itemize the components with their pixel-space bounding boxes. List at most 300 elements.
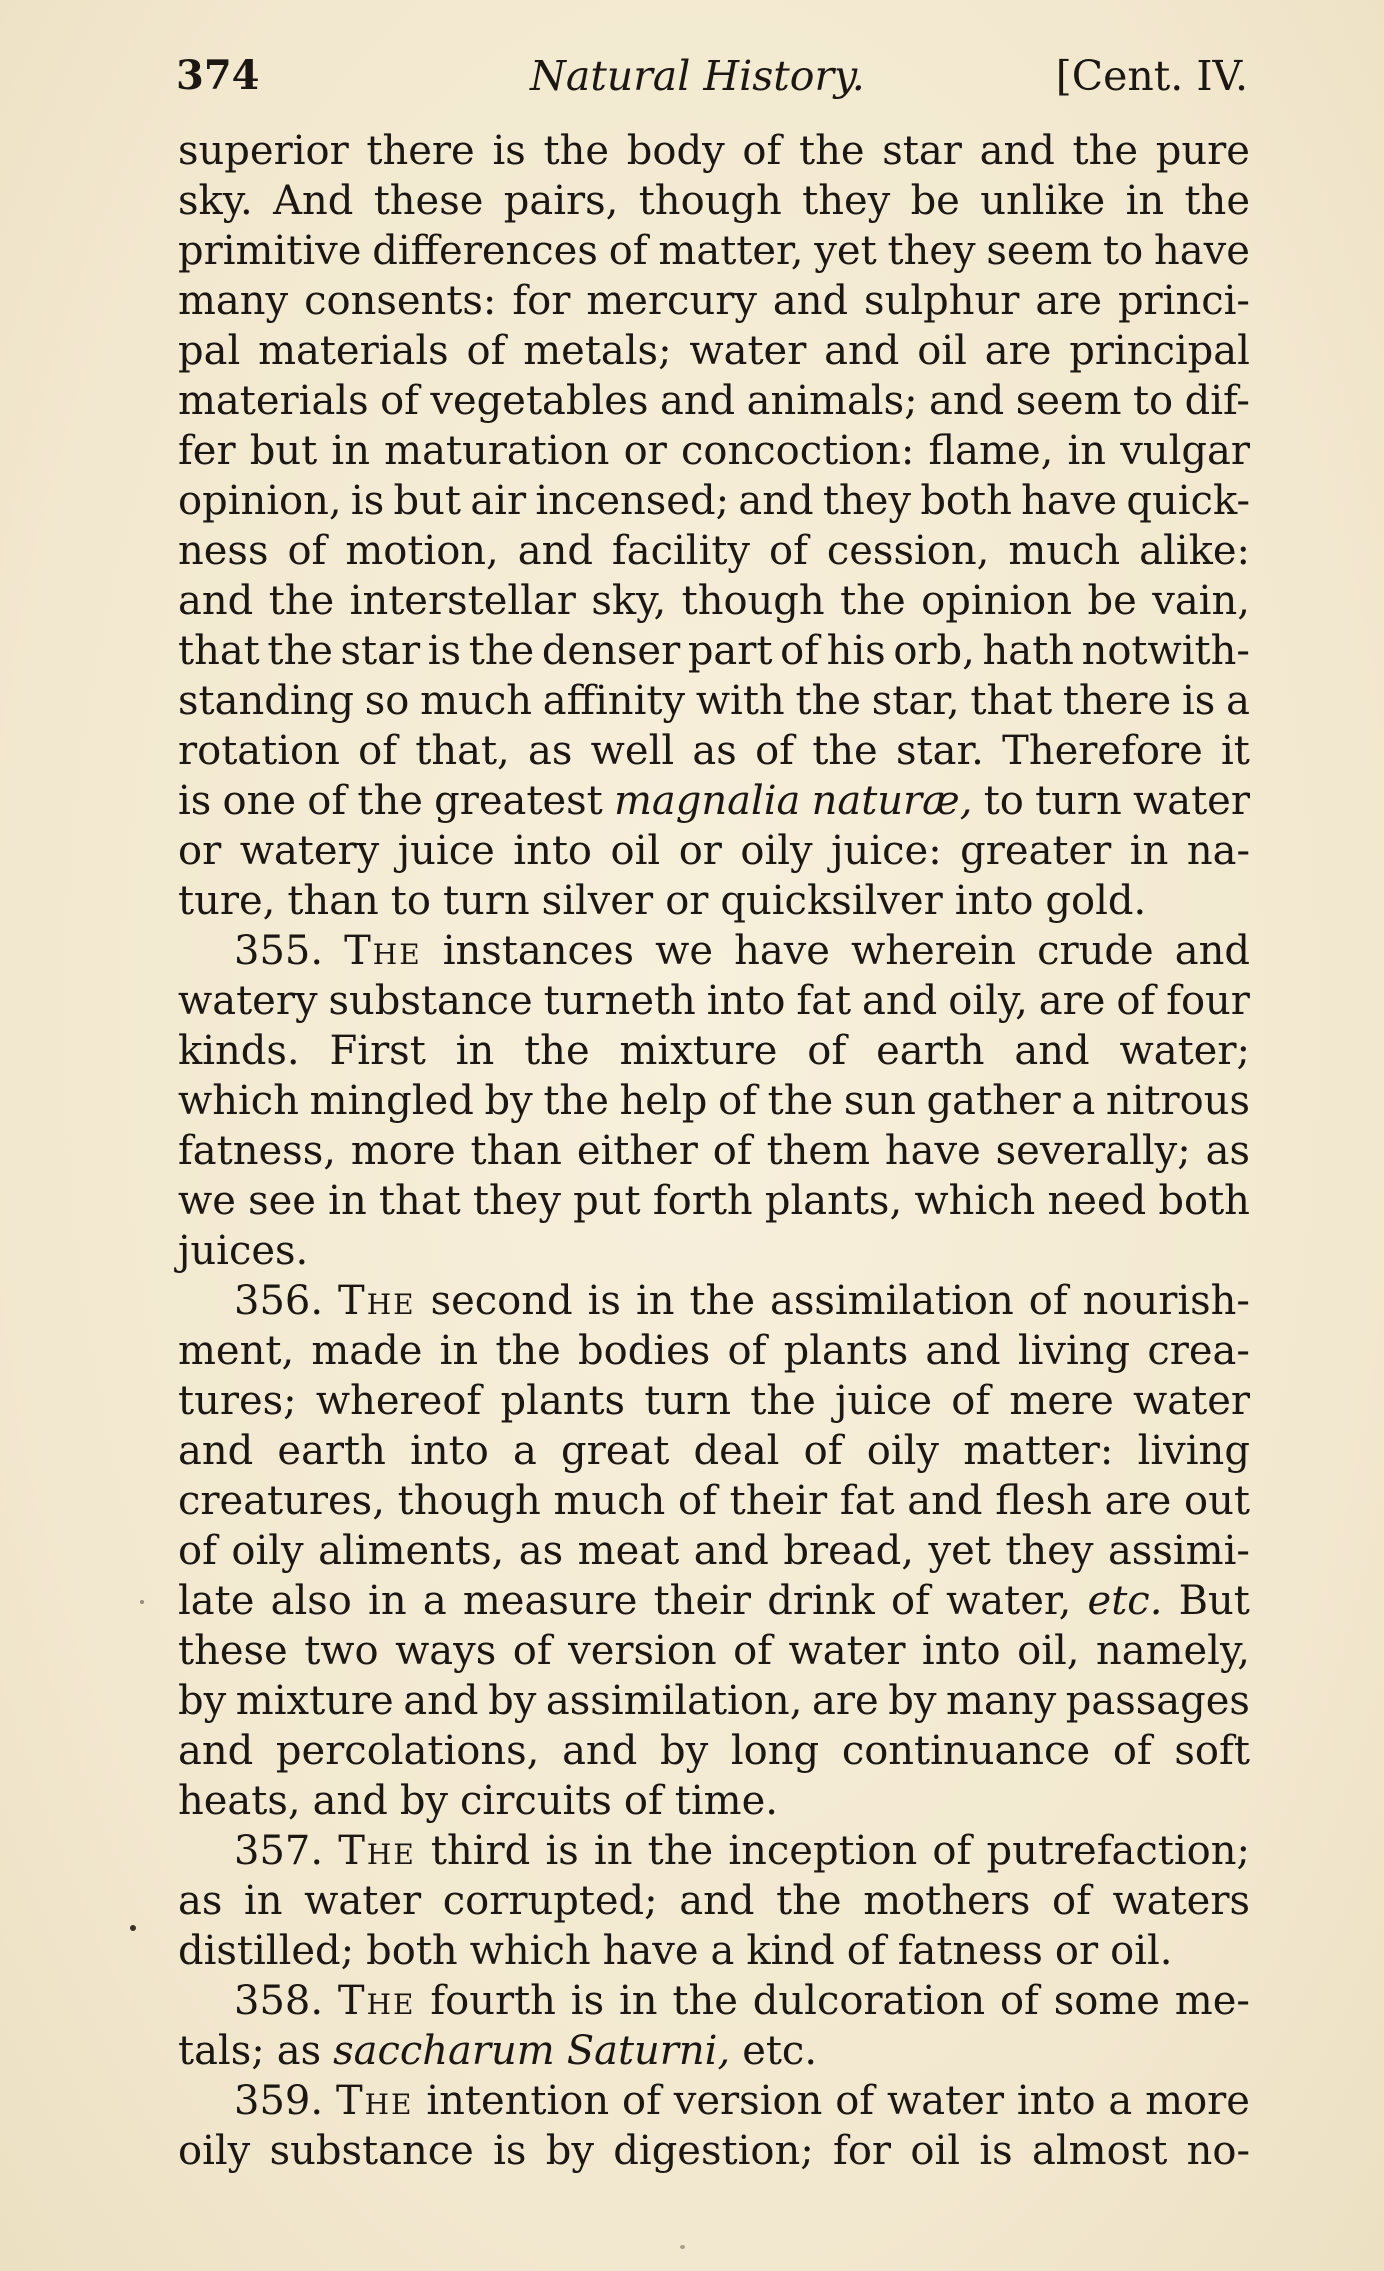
word: water — [788, 1628, 906, 1674]
word: of — [466, 328, 506, 374]
word: vegetables — [430, 378, 649, 424]
word: a — [512, 1428, 537, 1474]
word: 359. — [234, 2078, 324, 2124]
word: oily — [740, 828, 813, 874]
word: principal — [1069, 328, 1250, 374]
word: oil. — [1110, 1928, 1173, 1974]
word: in — [635, 1278, 675, 1324]
word: mixture — [619, 1028, 778, 1074]
word: standing — [178, 678, 354, 724]
word: they — [887, 228, 976, 274]
word: star — [882, 128, 962, 174]
word: into — [921, 1628, 1001, 1674]
word: forth — [652, 1178, 753, 1224]
word: ness — [178, 528, 269, 574]
word: and — [1174, 928, 1250, 974]
word: sky, — [591, 578, 667, 624]
word: opinion — [921, 578, 1073, 624]
word: that — [178, 628, 260, 674]
word: these — [178, 1628, 288, 1674]
word: corrupted; — [442, 1878, 658, 1924]
text-line — [178, 426, 1250, 476]
word: 356. — [234, 1278, 324, 1324]
word: long — [730, 1728, 820, 1774]
word: waters — [1112, 1878, 1250, 1924]
word: for — [512, 278, 571, 324]
word: for — [833, 2128, 892, 2174]
word: distilled; — [178, 1928, 355, 1974]
word: oily — [866, 1428, 939, 1474]
word: rotation — [178, 728, 340, 774]
word: and — [907, 1478, 983, 1524]
word: and — [403, 1678, 479, 1724]
word: into — [513, 828, 593, 874]
word: nitrous — [1105, 1078, 1250, 1124]
word: a — [422, 1578, 447, 1624]
word: time. — [674, 1778, 778, 1824]
word: of — [622, 2078, 661, 2124]
text-line — [178, 1276, 1250, 1326]
word: of — [999, 1978, 1039, 2024]
text-line — [178, 2126, 1250, 2176]
text-line — [178, 276, 1250, 326]
body-text — [178, 126, 1250, 2176]
word: both — [920, 478, 1012, 524]
word: the — [524, 1028, 590, 1074]
word: the — [812, 728, 878, 774]
word: so — [364, 678, 410, 724]
word: and — [738, 478, 814, 524]
word: much — [1008, 528, 1121, 574]
word: fatness, — [178, 1128, 336, 1174]
word: hath — [982, 628, 1074, 674]
word: of — [1028, 1278, 1068, 1324]
word: aliments, — [318, 1528, 505, 1574]
word: and — [693, 1528, 769, 1574]
word: fer — [178, 428, 236, 474]
word: circuits — [460, 1778, 612, 1824]
speck — [140, 1600, 144, 1604]
word: of — [1051, 1878, 1091, 1924]
word: measure — [462, 1578, 638, 1624]
small-caps-word: The — [338, 1278, 416, 1324]
word: substance — [269, 2128, 474, 2174]
word: by — [888, 1678, 937, 1724]
text-line — [178, 1326, 1250, 1376]
word: gather — [926, 1078, 1061, 1124]
word: soft — [1174, 1728, 1250, 1774]
word: of — [755, 728, 794, 774]
word: percolations, — [275, 1728, 540, 1774]
word: of — [846, 1928, 886, 1974]
word: kind — [746, 1928, 835, 1974]
text-line — [178, 376, 1250, 426]
word: as — [528, 728, 573, 774]
word: unlike — [980, 178, 1106, 224]
word: well — [590, 728, 675, 774]
text-line — [178, 176, 1250, 226]
word: or — [678, 828, 722, 874]
word: both — [1158, 1178, 1250, 1224]
word: and — [178, 578, 254, 624]
word: gold. — [1045, 878, 1147, 924]
word: the — [750, 1378, 816, 1424]
word: more — [1145, 2078, 1250, 2124]
word: interstellar — [349, 578, 576, 624]
text-line — [178, 1976, 1250, 2026]
word: putrefaction; — [986, 1828, 1250, 1874]
word: assimilation, — [545, 1678, 803, 1724]
word: of — [678, 1478, 717, 1524]
word: and — [929, 378, 1005, 424]
word: that — [378, 1178, 461, 1224]
word: the — [1072, 128, 1139, 174]
word: 358. — [234, 1978, 324, 2024]
word: materials — [258, 328, 449, 374]
text-line — [178, 676, 1250, 726]
word: heats, — [178, 1778, 301, 1824]
word: matter, — [658, 228, 804, 274]
word: turn — [442, 878, 530, 924]
word: as — [178, 1878, 223, 1924]
word: namely, — [1095, 1628, 1250, 1674]
text-line — [178, 1576, 1250, 1626]
word: consents: — [304, 278, 497, 324]
word: motion, — [345, 528, 499, 574]
word: put — [573, 1178, 641, 1224]
word: help — [619, 1078, 708, 1124]
word: the — [1184, 178, 1250, 224]
word: no- — [1186, 2128, 1250, 2174]
word: meat — [577, 1528, 680, 1574]
word: almost — [1032, 2128, 1168, 2174]
word: sky. — [178, 178, 253, 224]
word: we — [655, 928, 714, 974]
word: in — [618, 1978, 658, 2024]
word: turn — [644, 1378, 732, 1424]
word: to — [983, 778, 1024, 824]
word: oil — [917, 328, 967, 374]
word: be — [1087, 578, 1137, 624]
word: living — [1137, 1428, 1250, 1474]
word: ture, — [178, 878, 276, 924]
word: is — [350, 478, 385, 524]
word: by — [484, 1078, 533, 1124]
word: materials — [178, 378, 369, 424]
text-line — [178, 1626, 1250, 1676]
word: creatures, — [178, 1478, 385, 1524]
word: more — [350, 1128, 456, 1174]
speck — [130, 1925, 136, 1931]
word: by — [399, 1778, 449, 1824]
word: nourish- — [1082, 1278, 1250, 1324]
word: of — [712, 1128, 752, 1174]
word: of — [807, 1028, 847, 1074]
word: juices. — [178, 1228, 309, 1274]
text-line — [178, 1176, 1250, 1226]
word: many — [946, 1678, 1057, 1724]
italic-word: saccharum — [333, 2028, 555, 2074]
text-line — [178, 1426, 1250, 1476]
text-line — [178, 1226, 1250, 1276]
speck — [680, 2245, 685, 2249]
word: are — [1035, 278, 1102, 324]
word: in — [1067, 428, 1107, 474]
word: the — [357, 778, 423, 824]
text-line — [178, 1776, 1250, 1826]
word: there — [366, 128, 475, 174]
word: of — [742, 128, 782, 174]
word: of — [380, 378, 419, 424]
word: air — [470, 478, 527, 524]
word: the — [767, 1078, 834, 1124]
word: earth — [876, 1028, 985, 1074]
word: concoction: — [680, 428, 915, 474]
word: by — [545, 2128, 594, 2174]
word: assimi- — [1107, 1528, 1250, 1574]
word: kinds. — [178, 1028, 300, 1074]
word: though — [638, 178, 782, 224]
word: me- — [1174, 1978, 1250, 2024]
word: affinity — [542, 678, 686, 724]
word: denser — [541, 628, 681, 674]
word: be — [910, 178, 960, 224]
word: flame, — [928, 428, 1054, 474]
word: are — [1104, 1478, 1172, 1524]
word: late — [178, 1578, 255, 1624]
text-line — [178, 326, 1250, 376]
page-number: 374 — [176, 52, 260, 99]
word: vain, — [1152, 578, 1250, 624]
word: their — [653, 1578, 752, 1624]
word: many — [178, 278, 289, 324]
word: vulgar — [1120, 428, 1250, 474]
word: severally; — [995, 1128, 1191, 1174]
word: the — [468, 628, 535, 674]
word: bread, — [783, 1528, 914, 1574]
text-line — [178, 1676, 1250, 1726]
word: the — [267, 628, 333, 674]
word: or — [178, 828, 222, 874]
word: is — [570, 1978, 605, 2024]
word: bodies — [578, 1328, 711, 1374]
word: as — [276, 2028, 322, 2074]
text-line — [178, 926, 1250, 976]
word: juice: — [831, 828, 942, 874]
italic-word: Saturni, — [566, 2028, 731, 2074]
word: tures; — [178, 1378, 297, 1424]
word: and — [562, 1728, 638, 1774]
word: etc. — [742, 2028, 818, 2074]
word: 357. — [234, 1828, 324, 1874]
word: they — [822, 478, 912, 524]
text-line — [178, 2076, 1250, 2126]
word: or — [623, 428, 667, 474]
word: pal — [178, 328, 241, 374]
word: in — [455, 1028, 495, 1074]
word: need — [1047, 1178, 1147, 1224]
word: of — [287, 528, 327, 574]
word: these — [373, 178, 484, 224]
word: into — [954, 878, 1034, 924]
word: are — [984, 328, 1052, 374]
text-line — [178, 976, 1250, 1026]
word: in — [331, 428, 370, 474]
word: is — [979, 2128, 1013, 2174]
word: by — [659, 1728, 709, 1774]
word: mercury — [586, 278, 757, 324]
word: version — [673, 2078, 823, 2124]
small-caps-word: The — [338, 1828, 416, 1874]
word: which — [469, 1928, 591, 1974]
word: the — [795, 678, 861, 724]
word: ways — [395, 1628, 497, 1674]
word: incensed; — [535, 478, 730, 524]
word: a — [1071, 1078, 1096, 1124]
word: great — [561, 1428, 670, 1474]
small-caps-word: The — [344, 928, 422, 974]
word: and — [178, 1428, 254, 1474]
italic-word: magnalia — [613, 778, 801, 824]
word: of — [803, 1428, 843, 1474]
word: in — [593, 1828, 633, 1874]
text-line — [178, 1926, 1250, 1976]
word: oily, — [948, 978, 1028, 1024]
section-label: [Cent. IV. — [1055, 52, 1248, 100]
word: both — [366, 1928, 458, 1974]
word: much — [420, 678, 532, 724]
word: turn — [1035, 778, 1122, 824]
word: greater — [960, 828, 1112, 874]
word: a — [1108, 2078, 1133, 2124]
word: water, — [946, 1578, 1072, 1624]
word: the — [647, 1828, 714, 1874]
text-line — [178, 526, 1250, 576]
word: the — [799, 128, 865, 174]
word: water — [1133, 1378, 1250, 1424]
word: oil — [910, 2128, 961, 2174]
word: which — [914, 1178, 1036, 1224]
word: primitive — [178, 228, 362, 274]
word: in — [1129, 828, 1169, 874]
word: mothers — [863, 1878, 1031, 1924]
word: yet — [928, 1528, 991, 1574]
word: inception — [728, 1828, 918, 1874]
word: of — [727, 1328, 767, 1374]
word: of — [780, 628, 819, 674]
word: third — [430, 1828, 531, 1874]
word: metals; — [523, 328, 672, 374]
word: watery — [239, 828, 380, 874]
word: wherein — [851, 928, 1017, 974]
word: and — [862, 978, 938, 1024]
word: much — [553, 1478, 666, 1524]
word: plants — [500, 1378, 626, 1424]
word: living — [1017, 1328, 1131, 1374]
word: two — [304, 1628, 379, 1674]
word: fatness — [897, 1928, 1043, 1974]
word: that, — [415, 728, 510, 774]
word: to — [390, 878, 431, 924]
word: the — [689, 1278, 755, 1324]
word: ment, — [178, 1328, 295, 1374]
word: we — [178, 1178, 236, 1224]
word: into — [1016, 2078, 1096, 2124]
word: quick- — [1126, 478, 1250, 524]
word: made — [311, 1328, 423, 1374]
word: mixture — [235, 1678, 394, 1724]
word: see — [248, 1178, 316, 1224]
word: opinion, — [178, 478, 342, 524]
word: drink — [767, 1578, 875, 1624]
word: them — [766, 1128, 870, 1174]
word: some — [1053, 1978, 1160, 2024]
word: matter: — [963, 1428, 1114, 1474]
word: as — [692, 728, 737, 774]
word: is — [587, 1278, 621, 1324]
word: in — [1125, 178, 1165, 224]
word: orb, — [893, 628, 975, 674]
word: continuance — [841, 1728, 1091, 1774]
word: a — [710, 1928, 735, 1974]
word: whereof — [315, 1378, 482, 1424]
word: plants — [783, 1328, 909, 1374]
word: also — [270, 1578, 352, 1624]
word: oily — [231, 1528, 304, 1574]
word: of — [358, 728, 397, 774]
italic-word: etc. — [1087, 1578, 1163, 1624]
word: one — [222, 778, 297, 824]
word: passages — [1065, 1678, 1250, 1724]
word: the — [543, 1078, 609, 1124]
word: by — [178, 1678, 227, 1724]
text-line — [178, 726, 1250, 776]
text-line — [178, 476, 1250, 526]
word: have — [602, 1928, 699, 1974]
word: body — [626, 128, 725, 174]
word: crude — [1037, 928, 1154, 974]
word: fat — [839, 1478, 895, 1524]
word: is — [492, 128, 526, 174]
word: sulphur — [864, 278, 1020, 324]
text-line — [178, 576, 1250, 626]
word: water — [1133, 778, 1250, 824]
word: pure — [1155, 128, 1250, 174]
word: notwith- — [1081, 628, 1250, 674]
text-line — [178, 626, 1250, 676]
word: have — [884, 1128, 981, 1174]
word: And — [273, 178, 354, 224]
word: of — [769, 528, 808, 574]
word: of — [932, 1828, 972, 1874]
italic-word: naturæ, — [811, 778, 973, 824]
word: earth — [277, 1428, 386, 1474]
word: but — [393, 478, 461, 524]
word: they — [472, 1178, 561, 1224]
word: is — [493, 2128, 527, 2174]
word: of — [608, 228, 648, 274]
word: substance — [328, 978, 533, 1024]
word: fourth — [430, 1978, 556, 2024]
text-line — [178, 776, 1250, 826]
word: yet — [814, 228, 877, 274]
word: instances — [442, 928, 635, 974]
word: their — [729, 1478, 828, 1524]
word: water — [886, 2078, 1004, 2124]
word: dif- — [1184, 378, 1250, 424]
word: have — [1154, 228, 1250, 274]
word: quicksilver — [720, 878, 943, 924]
